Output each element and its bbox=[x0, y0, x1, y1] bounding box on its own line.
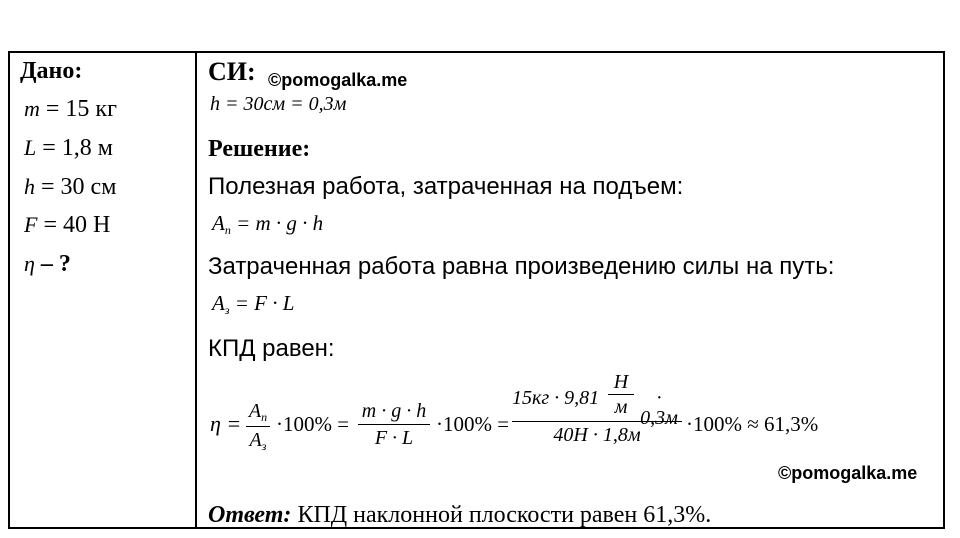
given-symbol: h bbox=[24, 174, 35, 199]
si-title: СИ: bbox=[208, 57, 256, 86]
given-row-force bbox=[24, 213, 110, 237]
given-symbol: η bbox=[24, 251, 35, 276]
fraction-numerator-part: 15кг · 9,81 bbox=[512, 387, 600, 409]
given-value: = 40 Н bbox=[43, 212, 111, 238]
column-divider bbox=[195, 51, 197, 529]
answer-label: Ответ: bbox=[208, 502, 292, 528]
formula-expression: = F · L bbox=[229, 291, 295, 315]
watermark-bottom: ©pomogalka.me bbox=[778, 463, 918, 483]
formula-subscript: п bbox=[224, 223, 231, 237]
fraction-numerator: m · g · h bbox=[361, 400, 427, 422]
given-value: = 30 см bbox=[41, 174, 117, 200]
solution-title: Решение: bbox=[208, 136, 311, 162]
given-value: = 15 кг bbox=[45, 96, 117, 122]
formula-subscript: з bbox=[224, 303, 230, 317]
fraction-numeric bbox=[512, 372, 682, 445]
answer-text: КПД наклонной плоскости равен 61,3%. bbox=[291, 502, 712, 528]
watermark-top: ©pomogalka.me bbox=[268, 70, 408, 90]
fraction-mgh-fl bbox=[358, 401, 430, 448]
formula-useful-work bbox=[212, 213, 323, 236]
formula-symbol: A bbox=[212, 211, 225, 235]
given-row-efficiency bbox=[24, 252, 71, 276]
fraction-numerator: A bbox=[248, 400, 262, 422]
si-conversion: h = 30см = 0,3м bbox=[210, 93, 347, 115]
fraction-numerator-part: · 0,3м bbox=[640, 387, 678, 429]
solution-line-spent-work: Затраченная работа равна произведению силы на путь: bbox=[208, 253, 835, 280]
given-symbol: F bbox=[24, 212, 38, 237]
multiply-100-a: ·100% = bbox=[276, 412, 350, 436]
given-row-mass bbox=[24, 97, 117, 121]
fraction-work-ratio bbox=[246, 401, 270, 452]
inner-numerator: Н bbox=[613, 371, 629, 393]
fraction-subscript: з bbox=[261, 439, 267, 453]
given-row-length bbox=[24, 136, 113, 160]
given-value: – ? bbox=[40, 251, 71, 277]
given-symbol: m bbox=[24, 96, 40, 121]
eta-start: η = bbox=[210, 411, 242, 436]
inner-denominator: м bbox=[614, 396, 628, 418]
table-frame bbox=[8, 51, 945, 529]
given-row-height bbox=[24, 175, 116, 199]
given-value: = 1,8 м bbox=[42, 135, 113, 161]
fraction-denominator: 40Н · 1,8м bbox=[553, 424, 641, 446]
given-title: Дано: bbox=[20, 58, 83, 84]
inner-fraction bbox=[608, 372, 634, 417]
fraction-denominator: F · L bbox=[374, 427, 414, 449]
solution-line-useful-work: Полезная работа, затраченная на подъем: bbox=[208, 173, 684, 200]
fraction-subscript: п bbox=[261, 410, 268, 424]
efficiency-result: ·100% ≈ 61,3% bbox=[686, 412, 819, 436]
given-symbol: L bbox=[24, 135, 37, 160]
formula-symbol: A bbox=[212, 291, 225, 315]
formula-spent-work bbox=[212, 293, 294, 316]
answer-line bbox=[208, 503, 711, 527]
formula-expression: = m · g · h bbox=[230, 211, 324, 235]
multiply-100-b: ·100% = bbox=[436, 412, 510, 436]
fraction-denominator: A bbox=[249, 429, 262, 451]
solution-line-efficiency: КПД равен: bbox=[208, 335, 335, 362]
